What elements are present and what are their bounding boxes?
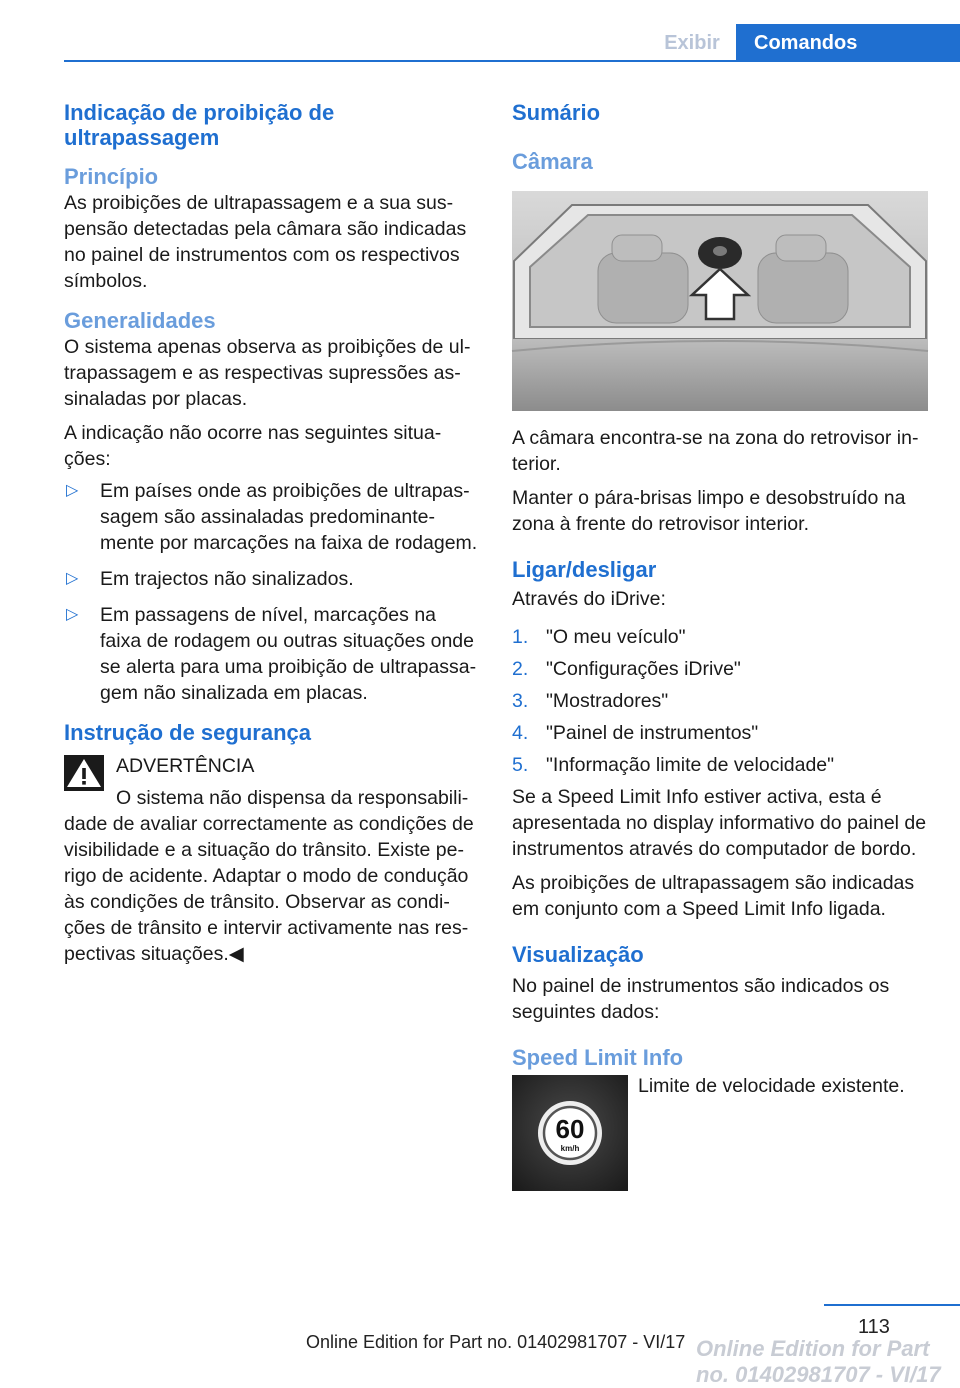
list-item: 5. "Informação limite de velocidade" <box>512 754 835 776</box>
tab-comandos[interactable]: Comandos <box>736 24 960 62</box>
situations-list <box>64 478 480 706</box>
paragraph-sli-1: Se a Speed Limit Info estiver activa, esta é apresentada no display informativo do painel de instrumentos através do computador de bordo. <box>512 786 927 860</box>
paragraph-generalidades-2: A indicação não ocorre nas seguintes situa-ções: <box>64 422 442 470</box>
camera-location-image <box>512 191 928 411</box>
paragraph-sli-2: As proibições de ultrapassagem são indicadas em conjunto com a Speed Limit Info ligada. <box>512 872 915 920</box>
warning-text: O sistema não dispensa da responsabili-dade de avaliar correctamente as condições de visibilidade e a situação do trânsito. Existe pe-rigo de acidente. Adaptar o modo de condução às condições de trânsito. Observar as condi-ções de trânsito e intervir activamente nas res-pectivas situações.◀ <box>64 787 474 965</box>
left-column <box>64 100 480 967</box>
paragraph-camara-2: Manter o pára-brisas limpo e desobstruído na zona à frente do retrovisor interior. <box>512 487 906 535</box>
warning-title: ADVERTÊNCIA <box>116 755 255 777</box>
speed-limit-sign-icon <box>512 1075 628 1191</box>
speed-limit-value: 60 <box>555 1114 585 1144</box>
footer-edition: Online Edition for Part no. 01402981707 - VI/17 <box>306 1332 686 1352</box>
heading-sumario: Sumário <box>512 100 601 125</box>
paragraph-limite: Limite de velocidade existente. <box>638 1075 905 1097</box>
section-title: Indicação de proibição de ultrapassagem <box>64 100 335 150</box>
heading-camara: Câmara <box>512 149 593 174</box>
list-item: ▷ Em passagens de nível, marcações na faixa de rodagem ou outras situações onde se alerta para uma proibição de ultrapassa-gem não sinalizada em placas. <box>66 604 477 704</box>
triangle-bullet-icon: ▷ <box>66 570 79 587</box>
heading-visualizacao: Visualização <box>512 942 644 967</box>
warning-triangle-icon <box>64 755 104 791</box>
speed-limit-row <box>512 1073 932 1193</box>
paragraph-camara-1: A câmara encontra-se na zona do retrovisor in-terior. <box>512 427 919 475</box>
list-item: 3. "Mostradores" <box>512 690 669 712</box>
paragraph-generalidades-1: O sistema apenas observa as proibições de ul-trapassagem e as respectivas supressões as-sinaladas por placas. <box>64 336 471 410</box>
list-item: 2. "Configurações iDrive" <box>512 658 741 680</box>
page-number: 113 <box>858 1316 890 1338</box>
list-item: ▷ Em trajectos não sinalizados. <box>66 568 354 590</box>
paragraph-visualizacao: No painel de instrumentos são indicados os seguintes dados: <box>512 975 890 1023</box>
list-item: 1. "O meu veículo" <box>512 626 686 648</box>
paragraph-principio: As proibições de ultrapassagem e a sua sus-pensão detectadas pela câmara são indicadas no painel de instrumentos com os respectivos símbolos. <box>64 192 467 292</box>
header-rule <box>64 60 960 62</box>
triangle-bullet-icon: ▷ <box>66 482 79 499</box>
idrive-steps-list <box>512 624 932 784</box>
heading-principio: Princípio <box>64 164 159 189</box>
speed-limit-unit: km/h <box>560 1144 580 1153</box>
heading-generalidades: Generalidades <box>64 308 216 333</box>
right-column <box>512 100 932 1193</box>
tab-exibir[interactable]: Exibir <box>664 32 720 54</box>
paragraph-idrive: Através do iDrive: <box>512 588 666 610</box>
watermark: Online Edition for Part no. 01402981707 - VI/17 <box>696 1336 941 1387</box>
heading-ligar-desligar: Ligar/desligar <box>512 557 657 582</box>
heading-speed-limit-info: Speed Limit Info <box>512 1045 684 1070</box>
footer-rule <box>824 1304 960 1306</box>
triangle-bullet-icon: ▷ <box>66 606 79 623</box>
list-item: ▷ Em países onde as proibições de ultrapas-sagem são assinaladas predominante-mente por marcações na faixa de rodagem. <box>66 480 478 554</box>
warning-block <box>64 753 480 785</box>
heading-seguranca: Instrução de segurança <box>64 720 311 745</box>
list-item: 4. "Painel de instrumentos" <box>512 722 759 744</box>
